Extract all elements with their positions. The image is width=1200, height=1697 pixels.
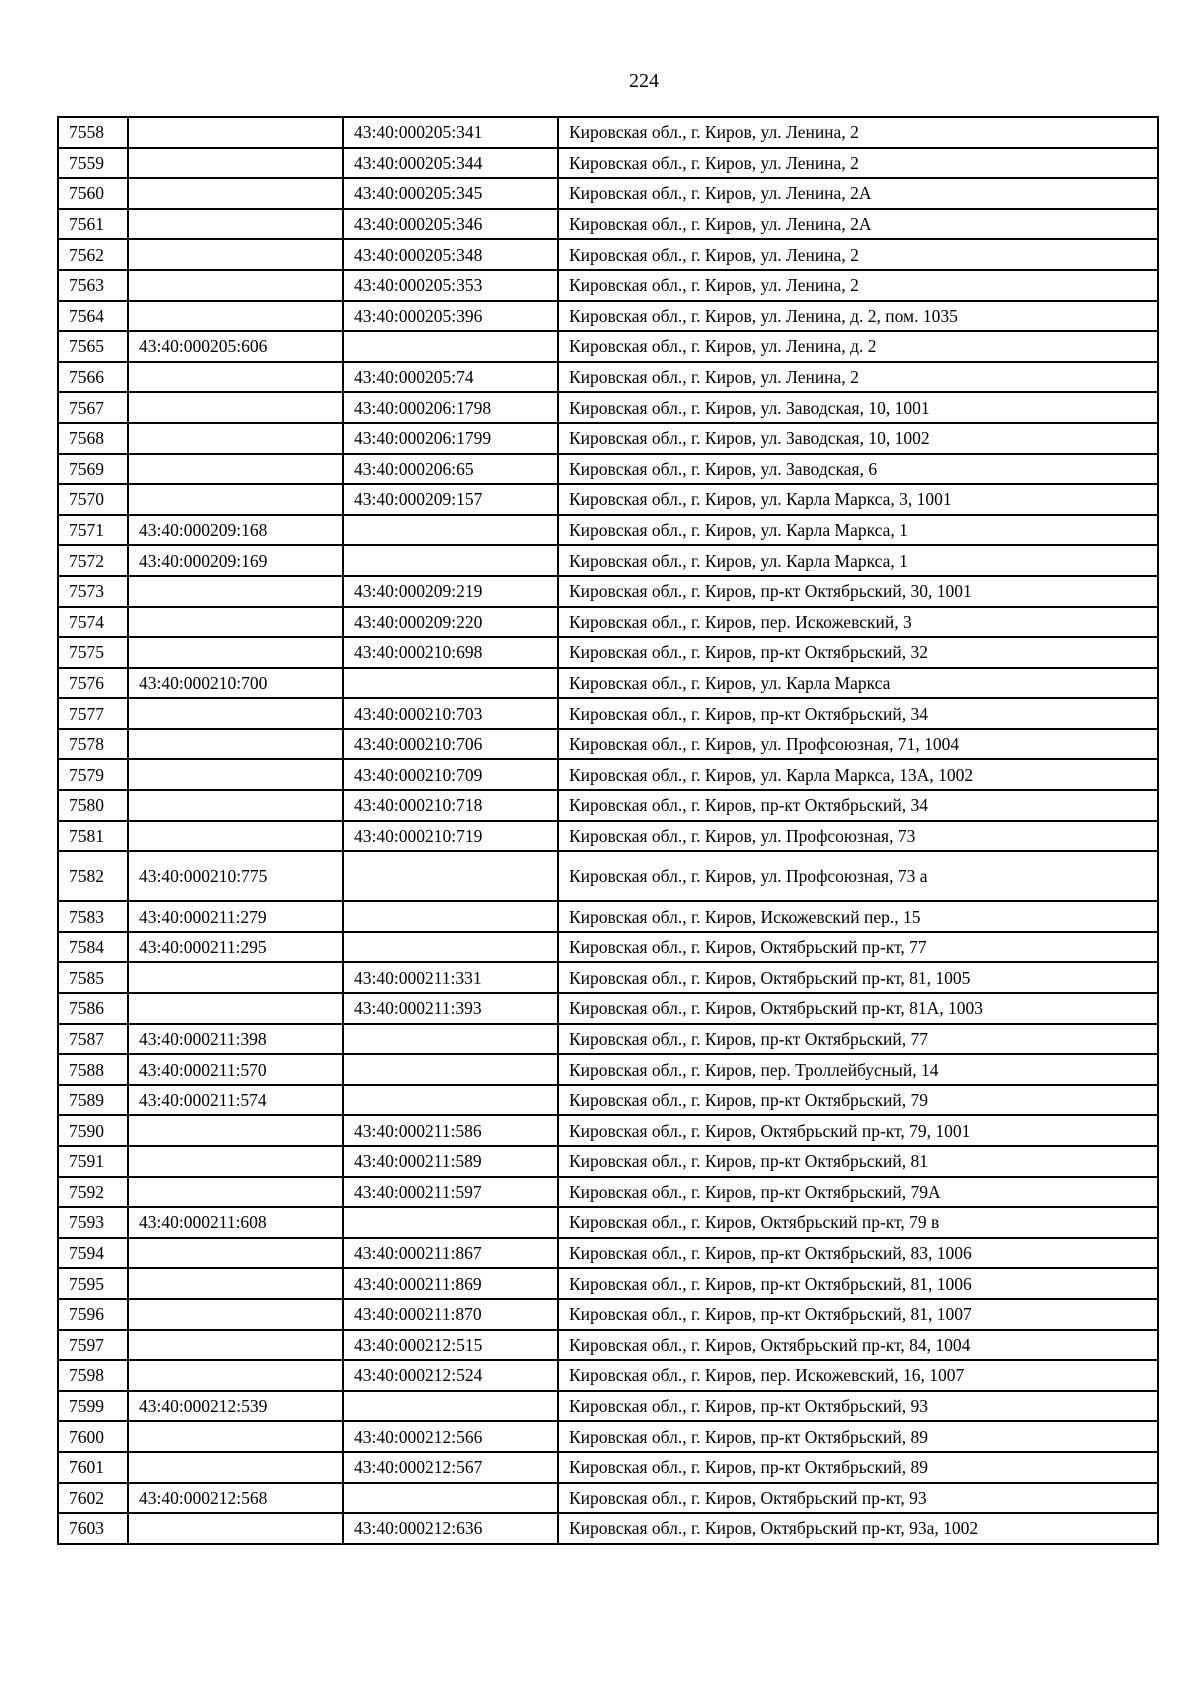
building-cadastral-number-cell: 43:40:000205:344 — [343, 148, 558, 179]
table-row — [58, 423, 1158, 454]
table-row — [58, 117, 1158, 148]
land-cadastral-number-cell — [128, 1330, 343, 1361]
building-cadastral-number-cell: 43:40:000210:718 — [343, 790, 558, 821]
address-cell: Кировская обл., г. Киров, ул. Ленина, 2 — [558, 239, 1158, 270]
table-row — [58, 790, 1158, 821]
row-number-cell: 7573 — [58, 576, 128, 607]
building-cadastral-number-cell: 43:40:000206:1798 — [343, 392, 558, 423]
address-cell: Кировская обл., г. Киров, ул. Заводская, 10, 1002 — [558, 423, 1158, 454]
building-cadastral-number-cell: 43:40:000210:698 — [343, 637, 558, 668]
address-cell: Кировская обл., г. Киров, ул. Карла Маркса, 13А, 1002 — [558, 759, 1158, 790]
land-cadastral-number-cell — [128, 1513, 343, 1544]
address-cell: Кировская обл., г. Киров, Октябрьский пр-кт, 79 в — [558, 1207, 1158, 1238]
row-number-cell: 7575 — [58, 637, 128, 668]
land-cadastral-number-cell — [128, 301, 343, 332]
address-cell: Кировская обл., г. Киров, ул. Заводская, 10, 1001 — [558, 392, 1158, 423]
table-row — [58, 1421, 1158, 1452]
address-cell: Кировская обл., г. Киров, пр-кт Октябрьский, 83, 1006 — [558, 1238, 1158, 1269]
table-row — [58, 821, 1158, 852]
row-number-cell: 7570 — [58, 484, 128, 515]
row-number-cell: 7560 — [58, 178, 128, 209]
land-cadastral-number-cell: 43:40:000211:570 — [128, 1054, 343, 1085]
row-number-cell: 7566 — [58, 362, 128, 393]
land-cadastral-number-cell — [128, 637, 343, 668]
building-cadastral-number-cell: 43:40:000205:346 — [343, 209, 558, 240]
land-cadastral-number-cell — [128, 962, 343, 993]
land-cadastral-number-cell — [128, 484, 343, 515]
row-number-cell: 7561 — [58, 209, 128, 240]
row-number-cell: 7595 — [58, 1268, 128, 1299]
building-cadastral-number-cell: 43:40:000209:220 — [343, 607, 558, 638]
row-number-cell: 7584 — [58, 932, 128, 963]
building-cadastral-number-cell: 43:40:000212:567 — [343, 1452, 558, 1483]
address-cell: Кировская обл., г. Киров, пр-кт Октябрьский, 81, 1006 — [558, 1268, 1158, 1299]
table-row — [58, 1268, 1158, 1299]
row-number-cell: 7588 — [58, 1054, 128, 1085]
land-cadastral-number-cell — [128, 729, 343, 760]
building-cadastral-number-cell: 43:40:000212:524 — [343, 1360, 558, 1391]
land-cadastral-number-cell — [128, 117, 343, 148]
building-cadastral-number-cell: 43:40:000206:65 — [343, 454, 558, 485]
land-cadastral-number-cell: 43:40:000211:574 — [128, 1085, 343, 1116]
address-cell: Кировская обл., г. Киров, Октябрьский пр-кт, 81, 1005 — [558, 962, 1158, 993]
table-row — [58, 484, 1158, 515]
building-cadastral-number-cell — [343, 1391, 558, 1422]
building-cadastral-number-cell: 43:40:000212:515 — [343, 1330, 558, 1361]
building-cadastral-number-cell: 43:40:000211:869 — [343, 1268, 558, 1299]
building-cadastral-number-cell: 43:40:000205:348 — [343, 239, 558, 270]
land-cadastral-number-cell: 43:40:000212:568 — [128, 1483, 343, 1514]
row-number-cell: 7597 — [58, 1330, 128, 1361]
table-row — [58, 1513, 1158, 1544]
row-number-cell: 7564 — [58, 301, 128, 332]
table-row — [58, 698, 1158, 729]
address-cell: Кировская обл., г. Киров, пр-кт Октябрьский, 79А — [558, 1177, 1158, 1208]
building-cadastral-number-cell — [343, 1024, 558, 1055]
row-number-cell: 7592 — [58, 1177, 128, 1208]
row-number-cell: 7571 — [58, 515, 128, 546]
address-cell: Кировская обл., г. Киров, Октябрьский пр-кт, 79, 1001 — [558, 1115, 1158, 1146]
row-number-cell: 7599 — [58, 1391, 128, 1422]
building-cadastral-number-cell — [343, 331, 558, 362]
land-cadastral-number-cell — [128, 1268, 343, 1299]
address-cell: Кировская обл., г. Киров, ул. Ленина, д. 2 — [558, 331, 1158, 362]
building-cadastral-number-cell: 43:40:000210:706 — [343, 729, 558, 760]
row-number-cell: 7591 — [58, 1146, 128, 1177]
address-cell: Кировская обл., г. Киров, ул. Профсоюзная, 71, 1004 — [558, 729, 1158, 760]
table-row — [58, 1115, 1158, 1146]
address-cell: Кировская обл., г. Киров, пер. Искожевский, 3 — [558, 607, 1158, 638]
row-number-cell: 7585 — [58, 962, 128, 993]
building-cadastral-number-cell: 43:40:000211:586 — [343, 1115, 558, 1146]
row-number-cell: 7581 — [58, 821, 128, 852]
row-number-cell: 7594 — [58, 1238, 128, 1269]
address-cell: Кировская обл., г. Киров, ул. Карла Маркса, 1 — [558, 515, 1158, 546]
row-number-cell: 7558 — [58, 117, 128, 148]
table-row — [58, 637, 1158, 668]
table-row — [58, 270, 1158, 301]
table-row — [58, 668, 1158, 699]
table-row — [58, 759, 1158, 790]
table-row — [58, 1054, 1158, 1085]
row-number-cell: 7577 — [58, 698, 128, 729]
table-row — [58, 515, 1158, 546]
address-cell: Кировская обл., г. Киров, пер. Искожевский, 16, 1007 — [558, 1360, 1158, 1391]
building-cadastral-number-cell — [343, 851, 558, 901]
table-row — [58, 545, 1158, 576]
address-cell: Кировская обл., г. Киров, ул. Ленина, 2А — [558, 178, 1158, 209]
land-cadastral-number-cell — [128, 759, 343, 790]
table-row — [58, 1085, 1158, 1116]
table-row — [58, 576, 1158, 607]
table-row — [58, 1452, 1158, 1483]
table-row — [58, 178, 1158, 209]
table-row — [58, 1360, 1158, 1391]
land-cadastral-number-cell — [128, 178, 343, 209]
land-cadastral-number-cell — [128, 821, 343, 852]
building-cadastral-number-cell: 43:40:000205:341 — [343, 117, 558, 148]
building-cadastral-number-cell: 43:40:000209:157 — [343, 484, 558, 515]
land-cadastral-number-cell: 43:40:000211:295 — [128, 932, 343, 963]
land-cadastral-number-cell: 43:40:000212:539 — [128, 1391, 343, 1422]
land-cadastral-number-cell — [128, 392, 343, 423]
land-cadastral-number-cell — [128, 1421, 343, 1452]
table-row — [58, 209, 1158, 240]
table-row — [58, 331, 1158, 362]
address-cell: Кировская обл., г. Киров, ул. Ленина, д. 2, пом. 1035 — [558, 301, 1158, 332]
row-number-cell: 7578 — [58, 729, 128, 760]
table-row — [58, 1483, 1158, 1514]
land-cadastral-number-cell — [128, 1177, 343, 1208]
table-row — [58, 932, 1158, 963]
land-cadastral-number-cell: 43:40:000210:700 — [128, 668, 343, 699]
land-cadastral-number-cell — [128, 698, 343, 729]
table-row — [58, 1391, 1158, 1422]
row-number-cell: 7562 — [58, 239, 128, 270]
row-number-cell: 7565 — [58, 331, 128, 362]
building-cadastral-number-cell — [343, 515, 558, 546]
table-row — [58, 1238, 1158, 1269]
row-number-cell: 7567 — [58, 392, 128, 423]
page-number: 224 — [629, 70, 659, 92]
address-cell: Кировская обл., г. Киров, ул. Ленина, 2 — [558, 148, 1158, 179]
address-cell: Кировская обл., г. Киров, Октябрьский пр-кт, 84, 1004 — [558, 1330, 1158, 1361]
land-cadastral-number-cell — [128, 454, 343, 485]
land-cadastral-number-cell — [128, 576, 343, 607]
table-row — [58, 1177, 1158, 1208]
address-cell: Кировская обл., г. Киров, Октябрьский пр-кт, 93 — [558, 1483, 1158, 1514]
address-cell: Кировская обл., г. Киров, ул. Карла Маркса, 3, 1001 — [558, 484, 1158, 515]
table-row — [58, 1146, 1158, 1177]
building-cadastral-number-cell: 43:40:000211:597 — [343, 1177, 558, 1208]
building-cadastral-number-cell: 43:40:000212:636 — [343, 1513, 558, 1544]
land-cadastral-number-cell — [128, 1146, 343, 1177]
row-number-cell: 7583 — [58, 901, 128, 932]
land-cadastral-number-cell: 43:40:000211:279 — [128, 901, 343, 932]
building-cadastral-number-cell: 43:40:000211:867 — [343, 1238, 558, 1269]
table-row — [58, 1330, 1158, 1361]
address-cell: Кировская обл., г. Киров, ул. Ленина, 2А — [558, 209, 1158, 240]
row-number-cell: 7568 — [58, 423, 128, 454]
table-row — [58, 851, 1158, 901]
land-cadastral-number-cell: 43:40:000210:775 — [128, 851, 343, 901]
building-cadastral-number-cell — [343, 1085, 558, 1116]
table-row — [58, 301, 1158, 332]
land-cadastral-number-cell — [128, 362, 343, 393]
land-cadastral-number-cell — [128, 239, 343, 270]
building-cadastral-number-cell — [343, 1207, 558, 1238]
land-cadastral-number-cell — [128, 423, 343, 454]
row-number-cell: 7574 — [58, 607, 128, 638]
building-cadastral-number-cell — [343, 901, 558, 932]
row-number-cell: 7576 — [58, 668, 128, 699]
address-cell: Кировская обл., г. Киров, пр-кт Октябрьский, 30, 1001 — [558, 576, 1158, 607]
land-cadastral-number-cell — [128, 1452, 343, 1483]
row-number-cell: 7600 — [58, 1421, 128, 1452]
address-cell: Кировская обл., г. Киров, Октябрьский пр-кт, 93а, 1002 — [558, 1513, 1158, 1544]
building-cadastral-number-cell: 43:40:000210:709 — [343, 759, 558, 790]
land-cadastral-number-cell: 43:40:000211:398 — [128, 1024, 343, 1055]
address-cell: Кировская обл., г. Киров, пр-кт Октябрьский, 34 — [558, 790, 1158, 821]
land-cadastral-number-cell — [128, 1115, 343, 1146]
address-cell: Кировская обл., г. Киров, пр-кт Октябрьский, 93 — [558, 1391, 1158, 1422]
address-cell: Кировская обл., г. Киров, Октябрьский пр-кт, 81А, 1003 — [558, 993, 1158, 1024]
address-cell: Кировская обл., г. Киров, ул. Заводская, 6 — [558, 454, 1158, 485]
address-cell: Кировская обл., г. Киров, ул. Профсоюзная, 73 а — [558, 851, 1158, 901]
building-cadastral-number-cell — [343, 932, 558, 963]
building-cadastral-number-cell: 43:40:000205:345 — [343, 178, 558, 209]
address-cell: Кировская обл., г. Киров, пр-кт Октябрьский, 34 — [558, 698, 1158, 729]
building-cadastral-number-cell: 43:40:000209:219 — [343, 576, 558, 607]
building-cadastral-number-cell: 43:40:000211:331 — [343, 962, 558, 993]
table-row — [58, 362, 1158, 393]
row-number-cell: 7589 — [58, 1085, 128, 1116]
row-number-cell: 7579 — [58, 759, 128, 790]
building-cadastral-number-cell — [343, 545, 558, 576]
building-cadastral-number-cell: 43:40:000211:870 — [343, 1299, 558, 1330]
building-cadastral-number-cell: 43:40:000205:353 — [343, 270, 558, 301]
row-number-cell: 7580 — [58, 790, 128, 821]
address-cell: Кировская обл., г. Киров, ул. Карла Маркса, 1 — [558, 545, 1158, 576]
building-cadastral-number-cell: 43:40:000205:396 — [343, 301, 558, 332]
table-row — [58, 148, 1158, 179]
address-cell: Кировская обл., г. Киров, ул. Профсоюзная, 73 — [558, 821, 1158, 852]
land-cadastral-number-cell — [128, 270, 343, 301]
table-row — [58, 1024, 1158, 1055]
land-cadastral-number-cell — [128, 790, 343, 821]
building-cadastral-number-cell: 43:40:000206:1799 — [343, 423, 558, 454]
land-cadastral-number-cell: 43:40:000211:608 — [128, 1207, 343, 1238]
row-number-cell: 7572 — [58, 545, 128, 576]
land-cadastral-number-cell — [128, 209, 343, 240]
table-row — [58, 454, 1158, 485]
address-cell: Кировская обл., г. Киров, пер. Троллейбусный, 14 — [558, 1054, 1158, 1085]
table-row — [58, 993, 1158, 1024]
building-cadastral-number-cell — [343, 1483, 558, 1514]
building-cadastral-number-cell: 43:40:000212:566 — [343, 1421, 558, 1452]
table-row — [58, 962, 1158, 993]
row-number-cell: 7559 — [58, 148, 128, 179]
land-cadastral-number-cell — [128, 607, 343, 638]
land-cadastral-number-cell — [128, 1238, 343, 1269]
row-number-cell: 7582 — [58, 851, 128, 901]
row-number-cell: 7603 — [58, 1513, 128, 1544]
row-number-cell: 7563 — [58, 270, 128, 301]
row-number-cell: 7598 — [58, 1360, 128, 1391]
address-cell: Кировская обл., г. Киров, Искожевский пер., 15 — [558, 901, 1158, 932]
land-cadastral-number-cell — [128, 1360, 343, 1391]
land-cadastral-number-cell: 43:40:000209:168 — [128, 515, 343, 546]
row-number-cell: 7593 — [58, 1207, 128, 1238]
row-number-cell: 7587 — [58, 1024, 128, 1055]
registry-table-body — [58, 117, 1158, 1544]
building-cadastral-number-cell: 43:40:000205:74 — [343, 362, 558, 393]
building-cadastral-number-cell: 43:40:000211:393 — [343, 993, 558, 1024]
land-cadastral-number-cell — [128, 1299, 343, 1330]
table-row — [58, 239, 1158, 270]
address-cell: Кировская обл., г. Киров, пр-кт Октябрьский, 89 — [558, 1452, 1158, 1483]
address-cell: Кировская обл., г. Киров, пр-кт Октябрьский, 81 — [558, 1146, 1158, 1177]
address-cell: Кировская обл., г. Киров, ул. Карла Маркса — [558, 668, 1158, 699]
address-cell: Кировская обл., г. Киров, Октябрьский пр-кт, 77 — [558, 932, 1158, 963]
land-cadastral-number-cell — [128, 993, 343, 1024]
row-number-cell: 7569 — [58, 454, 128, 485]
table-row — [58, 729, 1158, 760]
address-cell: Кировская обл., г. Киров, ул. Ленина, 2 — [558, 362, 1158, 393]
table-row — [58, 392, 1158, 423]
row-number-cell: 7596 — [58, 1299, 128, 1330]
table-row — [58, 607, 1158, 638]
building-cadastral-number-cell: 43:40:000211:589 — [343, 1146, 558, 1177]
table-row — [58, 901, 1158, 932]
building-cadastral-number-cell: 43:40:000210:719 — [343, 821, 558, 852]
table-row — [58, 1299, 1158, 1330]
row-number-cell: 7602 — [58, 1483, 128, 1514]
row-number-cell: 7590 — [58, 1115, 128, 1146]
address-cell: Кировская обл., г. Киров, пр-кт Октябрьский, 81, 1007 — [558, 1299, 1158, 1330]
row-number-cell: 7586 — [58, 993, 128, 1024]
registry-table — [57, 116, 1159, 1545]
address-cell: Кировская обл., г. Киров, ул. Ленина, 2 — [558, 270, 1158, 301]
land-cadastral-number-cell — [128, 148, 343, 179]
address-cell: Кировская обл., г. Киров, пр-кт Октябрьский, 79 — [558, 1085, 1158, 1116]
building-cadastral-number-cell — [343, 1054, 558, 1085]
land-cadastral-number-cell: 43:40:000209:169 — [128, 545, 343, 576]
building-cadastral-number-cell — [343, 668, 558, 699]
table-row — [58, 1207, 1158, 1238]
address-cell: Кировская обл., г. Киров, пр-кт Октябрьский, 77 — [558, 1024, 1158, 1055]
address-cell: Кировская обл., г. Киров, пр-кт Октябрьский, 32 — [558, 637, 1158, 668]
address-cell: Кировская обл., г. Киров, пр-кт Октябрьский, 89 — [558, 1421, 1158, 1452]
land-cadastral-number-cell: 43:40:000205:606 — [128, 331, 343, 362]
address-cell: Кировская обл., г. Киров, ул. Ленина, 2 — [558, 117, 1158, 148]
building-cadastral-number-cell: 43:40:000210:703 — [343, 698, 558, 729]
row-number-cell: 7601 — [58, 1452, 128, 1483]
